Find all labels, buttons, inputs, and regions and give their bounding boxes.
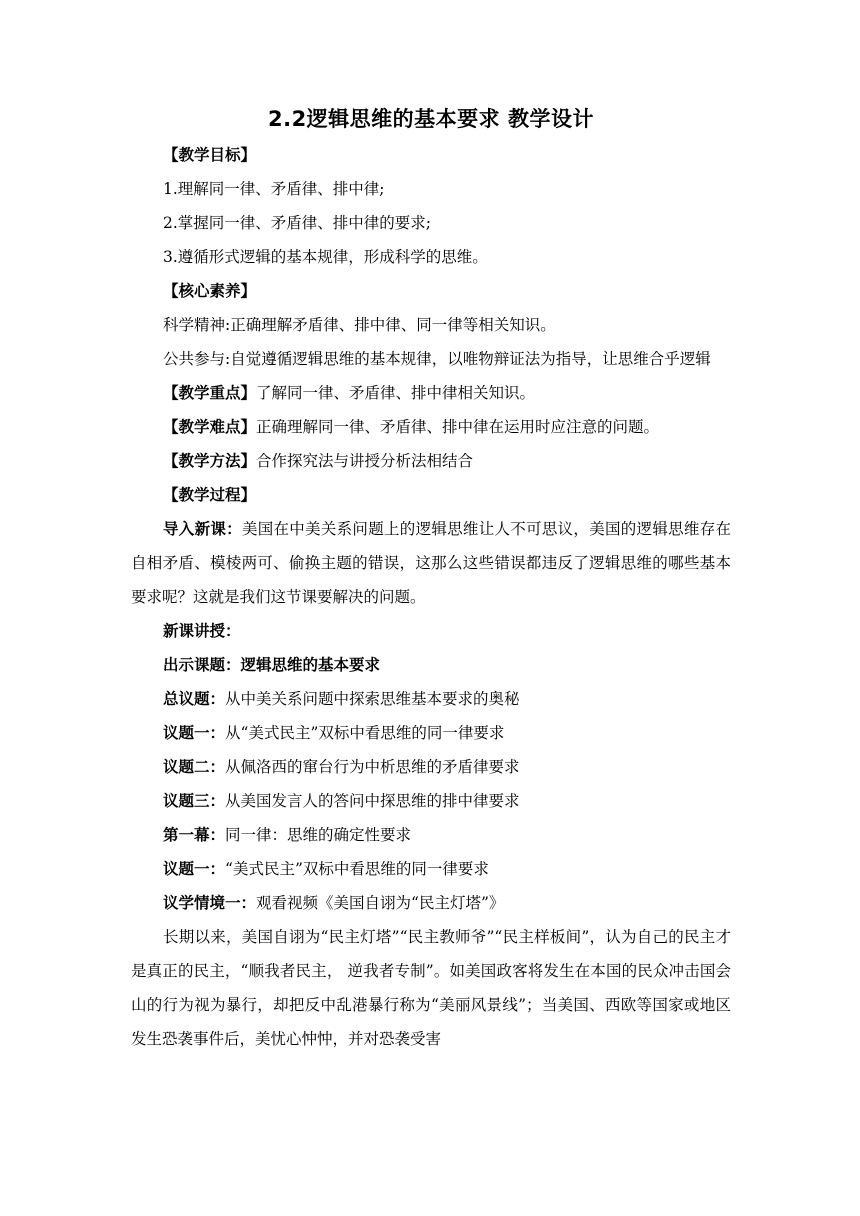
issue-three-label: 议题三：	[163, 792, 226, 810]
process-heading	[131, 478, 731, 512]
issue-one-repeat-text: “美式民主”双标中看思维的同一律要求	[225, 860, 489, 878]
goal-item: 3.遵循形式逻辑的基本规律，形成科学的思维。	[163, 248, 488, 266]
goals-heading	[131, 138, 731, 172]
process-heading-text: 【教学过程】	[163, 486, 257, 504]
key-point-text: 了解同一律、矛盾律、排中律相关知识。	[256, 384, 536, 402]
difficult-point-text: 正确理解同一律、矛盾律、排中律在运用时应注意的问题。	[256, 418, 660, 436]
general-issue	[131, 682, 731, 716]
issue-two	[131, 750, 731, 784]
topic-label: 出示课题：	[163, 656, 241, 674]
general-issue-label: 总议题：	[163, 690, 226, 708]
key-point-label: 【教学重点】	[163, 384, 257, 402]
issue-one-label: 议题一：	[163, 724, 226, 742]
literacy-science: 科学精神:正确理解矛盾律、排中律、同一律等相关知识。	[163, 316, 556, 334]
issue-one	[131, 716, 731, 750]
act-one-text: 同一律：思维的确定性要求	[225, 826, 412, 844]
document-title: 2.2逻辑思维的基本要求 教学设计	[267, 107, 594, 131]
difficult-point-label: 【教学难点】	[163, 418, 257, 436]
situation-label: 议学情境一：	[163, 894, 257, 912]
new-lesson	[131, 614, 731, 648]
goals-heading-text: 【教学目标】	[163, 146, 257, 164]
intro-paragraph	[131, 512, 731, 614]
teaching-method-label: 【教学方法】	[163, 452, 257, 470]
intro-label: 导入新课：	[163, 520, 242, 538]
literacy-heading	[131, 274, 731, 308]
goal-item: 1.理解同一律、矛盾律、排中律;	[163, 180, 385, 198]
act-one	[131, 818, 731, 852]
goal-item: 2.掌握同一律、矛盾律、排中律的要求;	[163, 214, 432, 232]
general-issue-text: 从中美关系问题中探索思维基本要求的奥秘	[225, 690, 520, 708]
teaching-method-text: 合作探究法与讲授分析法相结合	[256, 452, 474, 470]
intro-text: 美国在中美关系问题上的逻辑思维让人不可思议，美国的逻辑思维存在自相矛盾、模棱两可、偷换主题的错误，这那么这些错误都违反了逻辑思维的哪些基本要求呢？这就是我们这节课要解决的问题。	[131, 520, 731, 606]
issue-one-repeat-label: 议题一：	[163, 860, 226, 878]
issue-one-text: 从“美式民主”双标中看思维的同一律要求	[225, 724, 505, 742]
key-point	[131, 376, 731, 410]
lesson-topic	[131, 648, 731, 682]
difficult-point	[131, 410, 731, 444]
learning-situation	[131, 886, 731, 920]
issue-two-text: 从佩洛西的窜台行为中析思维的矛盾律要求	[225, 758, 520, 776]
issue-three-text: 从美国发言人的答问中探思维的排中律要求	[225, 792, 520, 810]
teaching-method	[131, 444, 731, 478]
situation-text: 观看视频《美国自诩为“民主灯塔”》	[256, 894, 505, 912]
document-page	[131, 102, 731, 1056]
act-one-label: 第一幕：	[163, 826, 226, 844]
new-lesson-label: 新课讲授：	[163, 622, 241, 640]
body-paragraph: 长期以来，美国自诩为“民主灯塔”“民主教师爷”“民主样板间”，认为自己的民主才是真正的民主，“顺我者民主， 逆我者专制”。如美国政客将发生在本国的民众冲击国会山的行为视为暴行，却把反中乱港暴行称为“美丽风景线”；当美国、西欧等国家或地区发生恐袭事件后，美忧心忡忡，并对恐袭受害	[131, 928, 731, 1048]
issue-one-repeat	[131, 852, 731, 886]
literacy-heading-text: 【核心素养】	[163, 282, 257, 300]
literacy-public: 公共参与:自觉遵循逻辑思维的基本规律，以唯物辩证法为指导，让思维合乎逻辑	[163, 350, 711, 368]
topic-text: 逻辑思维的基本要求	[240, 656, 381, 674]
issue-three	[131, 784, 731, 818]
issue-two-label: 议题二：	[163, 758, 226, 776]
